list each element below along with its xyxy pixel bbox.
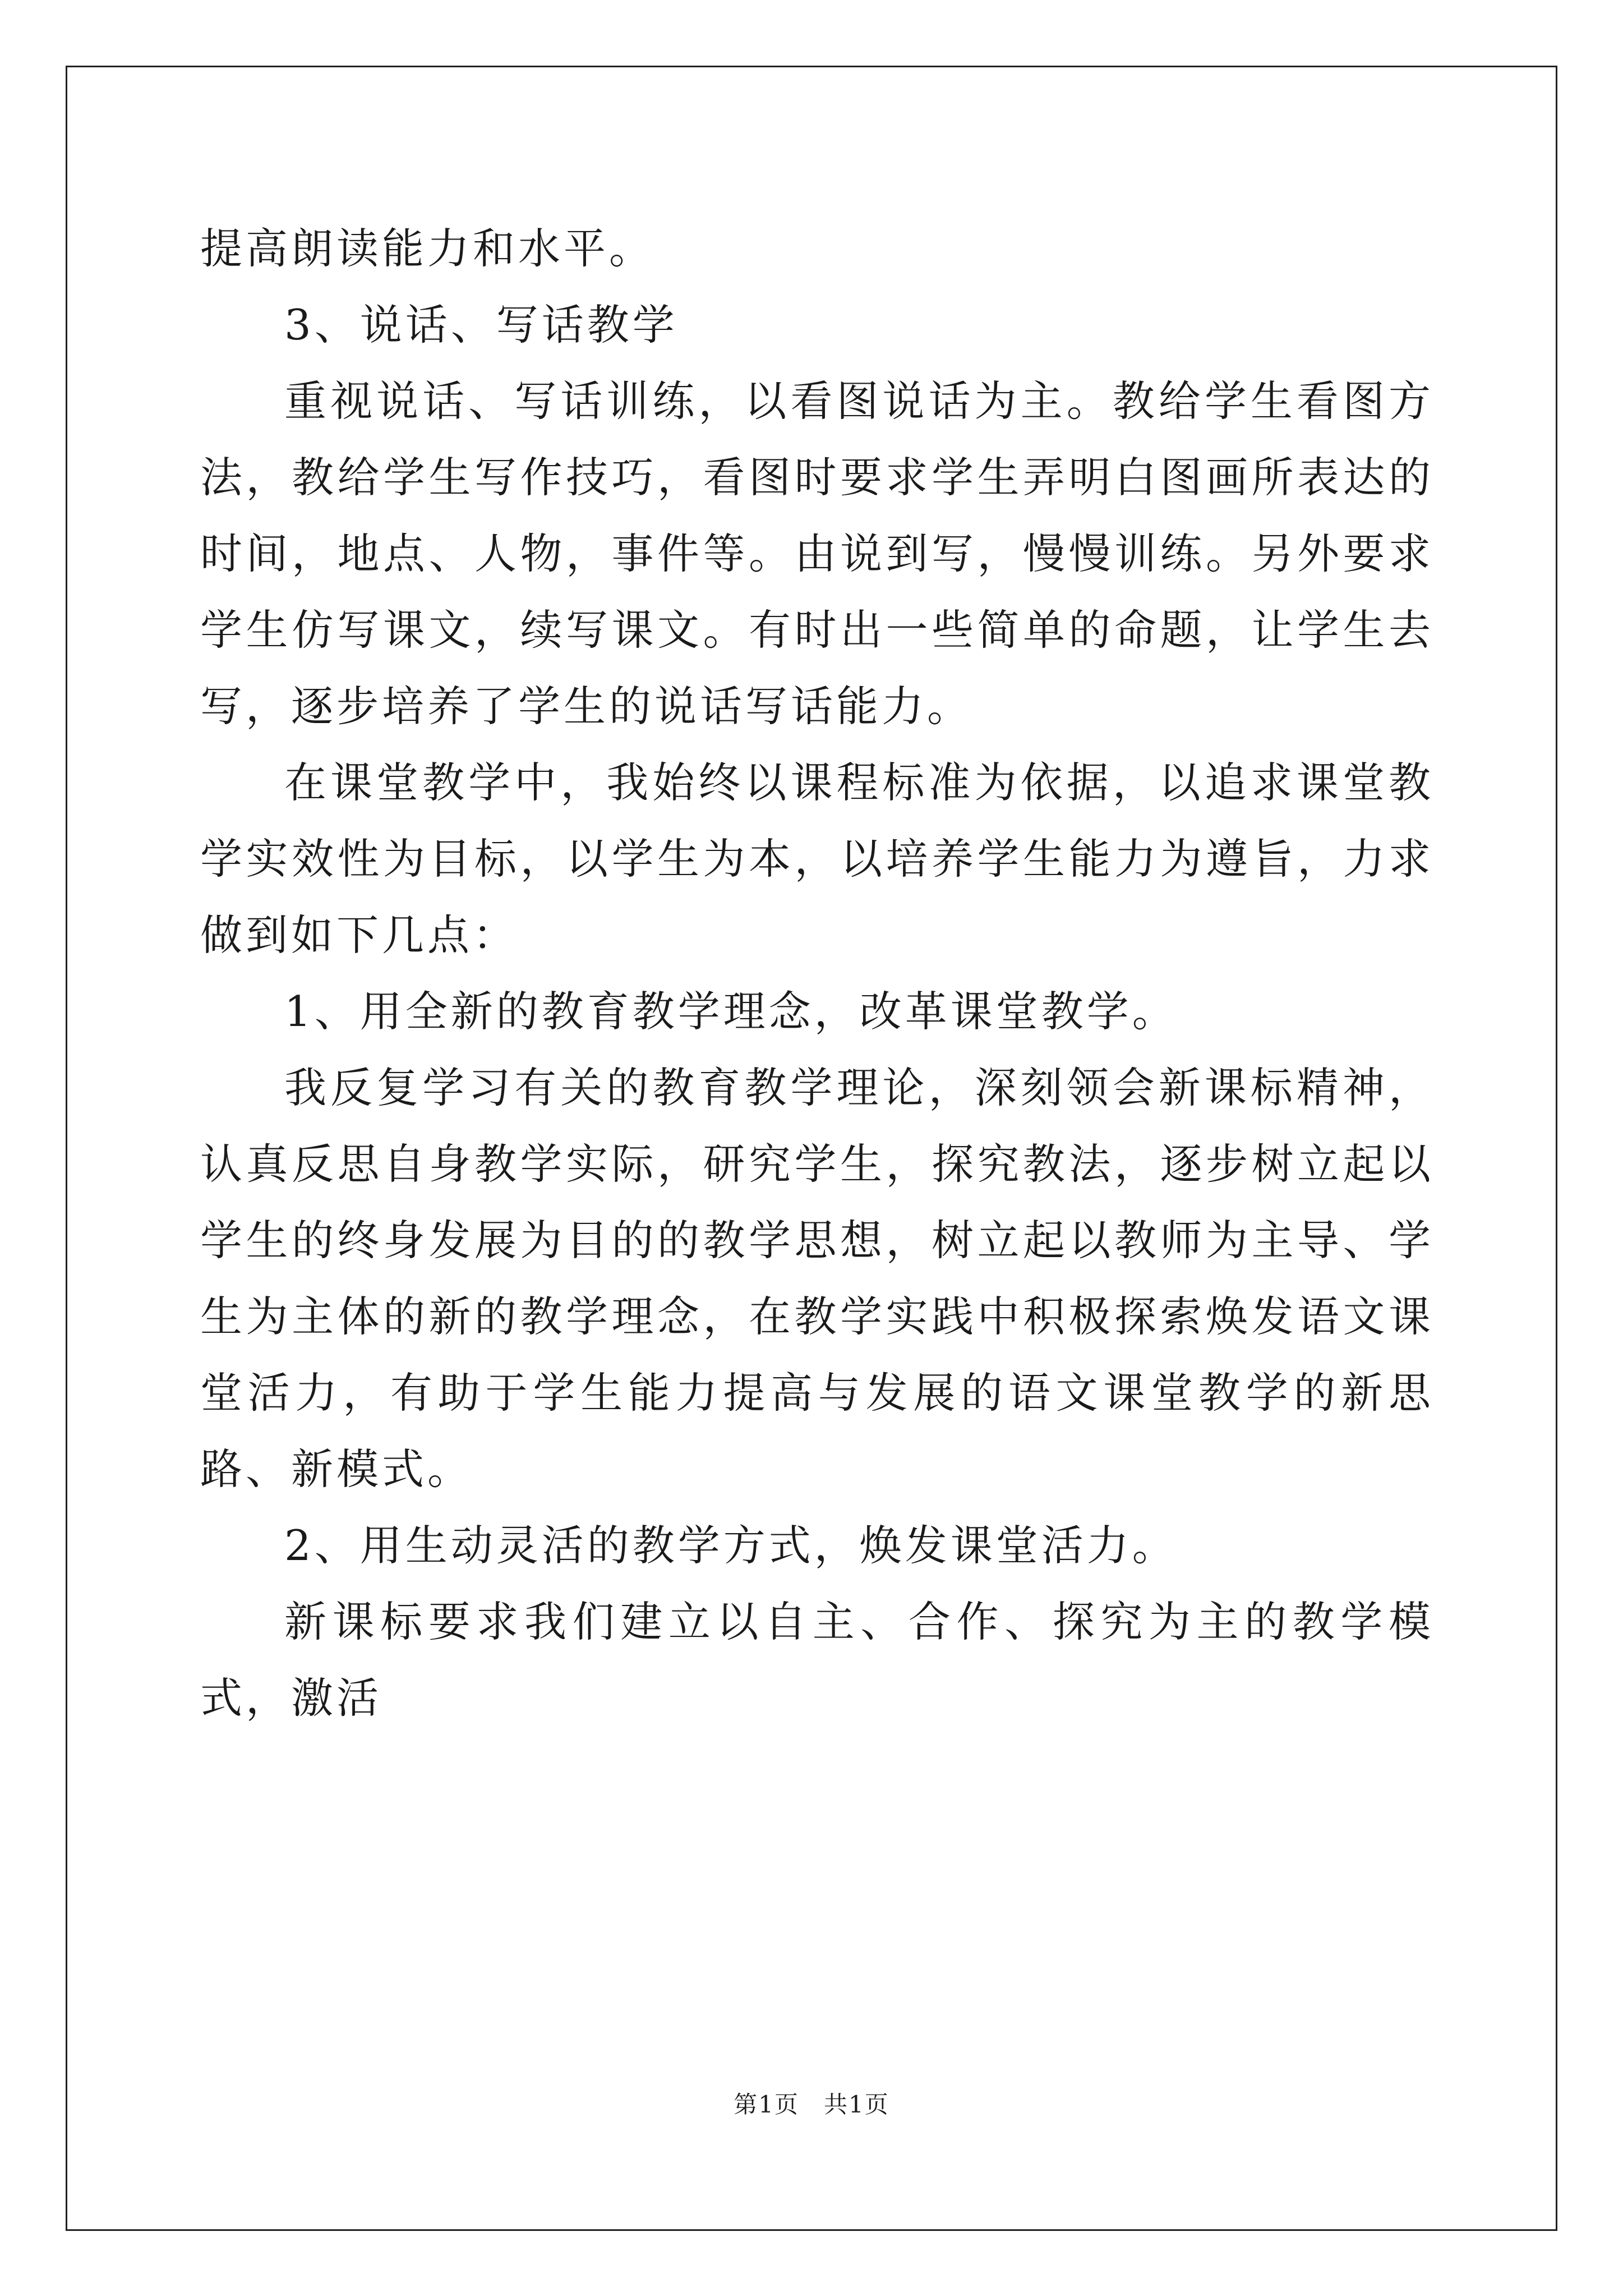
paragraph-new-curriculum: 新课标要求我们建立以自主、合作、探究为主的教学模式，激活 (200, 1597, 1434, 1723)
document-body (200, 210, 1434, 1736)
paragraph-teaching-philosophy: 我反复学习有关的教育教学理论，深刻领会新课标精神，认真反思自身教学实际，研究学生，探究教法，逐步树立起以学生的终身发展为目的的教学思想，树立起以教师为主导、学生为主体的新的教学理念，在教学实践中积极探索焕发语文课堂活力，有助于学生能力提高与发展的语文课堂教学的新思路、新模式。 (200, 1063, 1434, 1494)
paragraph-speaking-writing: 重视说话、写话训练，以看图说话为主。教给学生看图方法，教给学生写作技巧，看图时要求学生弄明白图画所表达的时间，地点、人物，事件等。由说到写，慢慢训练。另外要求学生仿写课文，续写课文。有时出一些简单的命题，让学生去写，逐步培养了学生的说话写话能力。 (200, 376, 1434, 731)
page-number-footer: 第1页 共1页 (734, 2091, 889, 2118)
list-item-heading-1: 1、用全新的教育教学理念，改革课堂教学。 (284, 987, 1178, 1036)
section-heading-speaking-writing: 3、说话、写话教学 (284, 300, 678, 349)
list-item-heading-2: 2、用生动灵活的教学方式，焕发课堂活力。 (284, 1521, 1178, 1570)
paragraph-continuation: 提高朗读能力和水平。 (200, 224, 655, 273)
paragraph-classroom-teaching: 在课堂教学中，我始终以课程标准为依据，以追求课堂教学实效性为目标，以学生为本，以培养学生能力为遵旨，力求做到如下几点： (200, 758, 1434, 960)
